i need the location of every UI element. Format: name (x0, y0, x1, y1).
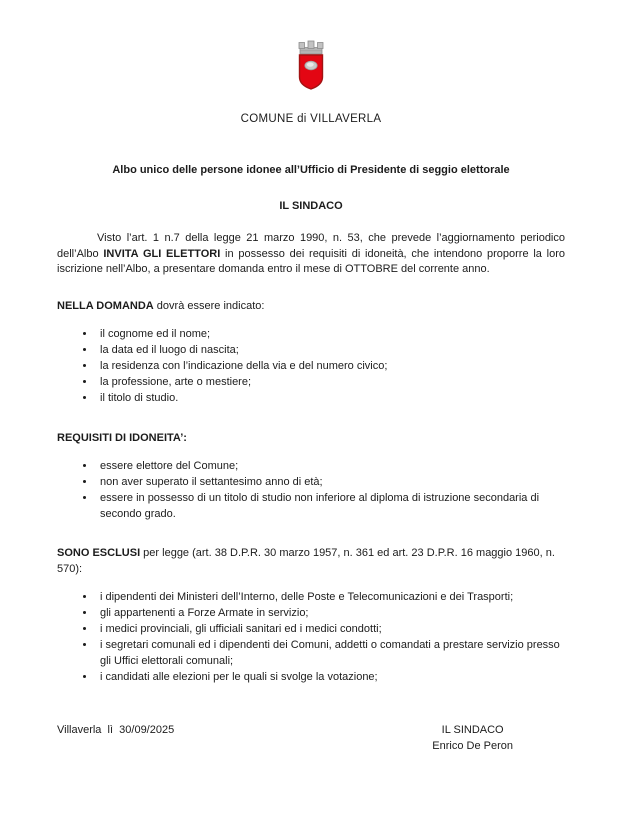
list-item: • la professione, arte o mestiere; (96, 375, 565, 391)
intro-lead: Visto l’art. 1 n.7 della legge 21 marzo 1990, n. 53, che prevede l’aggiornamento periodico dell’Albo (57, 232, 565, 260)
villaverla-coat-of-arms-icon (296, 38, 326, 91)
list-item: • essere in possesso di un titolo di studio non inferiore al diploma di istruzione secondaria di secondo grado. (96, 491, 565, 522)
section-heading-bold: REQUISITI DI IDONEITA’: (57, 431, 187, 444)
intro-paragraph (57, 231, 565, 278)
list-item: • la data ed il luogo di nascita; (96, 343, 565, 359)
list-item: • i segretari comunali ed i dipendenti dei Comuni, addetti o comandati a prestare servizio presso gli Uffici elettorali comunali; (96, 638, 565, 669)
section-heading-rest: per legge (art. 38 D.P.R. 30 marzo 1957, n. 361 ed art. 23 D.P.R. 16 maggio 1960, n. 570): (57, 547, 555, 575)
coat-of-arms-block (57, 38, 565, 97)
intro-emphasis: INVITA GLI ELETTORI (103, 247, 221, 260)
list-item: • il cognome ed il nome; (96, 327, 565, 343)
section-heading-bold: NELLA DOMANDA (57, 299, 154, 312)
section-heading-bold: SONO ESCLUSI (57, 547, 141, 559)
section-heading-requisiti (57, 431, 565, 447)
mural-crown-icon (299, 41, 323, 54)
list-item: • i medici provinciali, gli ufficiali sanitari ed i medici condotti; (96, 622, 565, 638)
signature-name: Enrico De Peron (432, 739, 513, 752)
list-item: • i candidati alle elezioni per le quali si svolge la votazione; (96, 670, 565, 686)
list-item: • il titolo di studio. (96, 391, 565, 407)
page-title: Albo unico delle persone idonee all’Ufficio di Presidente di seggio elettorale (112, 164, 510, 176)
list-item: • non aver superato il settantesimo anno di età; (96, 475, 565, 491)
place-date: Villaverla lì 30/09/2025 (57, 724, 175, 736)
document-footer (57, 723, 565, 754)
shield-icon (300, 55, 323, 89)
municipality-name: COMUNE di VILLAVERLA (240, 112, 382, 125)
intro-rest: in possesso dei requisiti di idoneità, che intendono proporre la loro iscrizione nell’Albo, a presentare domanda entro il mese di OTTOBRE del corrente anno. (57, 247, 565, 275)
list-item: • gli appartenenti a Forze Armate in servizio; (96, 606, 565, 622)
list-item: • essere elettore del Comune; (96, 459, 565, 475)
list-item: • la residenza con l’indicazione della via e del numero civico; (96, 359, 565, 375)
section-heading-nella-domanda (57, 299, 565, 315)
signature-block (432, 723, 513, 754)
role-heading: IL SINDACO (279, 199, 343, 212)
nella-domanda-list (57, 327, 565, 407)
section-heading-sono-esclusi (57, 546, 565, 577)
document-page (0, 38, 618, 838)
sono-esclusi-list (57, 590, 565, 685)
section-heading-rest: dovrà essere indicato: (153, 299, 265, 312)
list-item: • i dipendenti dei Ministeri dell’Interno, delle Poste e Telecomunicazioni e dei Trasporti; (96, 590, 565, 606)
signature-title: IL SINDACO (441, 724, 504, 736)
requisiti-list (57, 459, 565, 522)
